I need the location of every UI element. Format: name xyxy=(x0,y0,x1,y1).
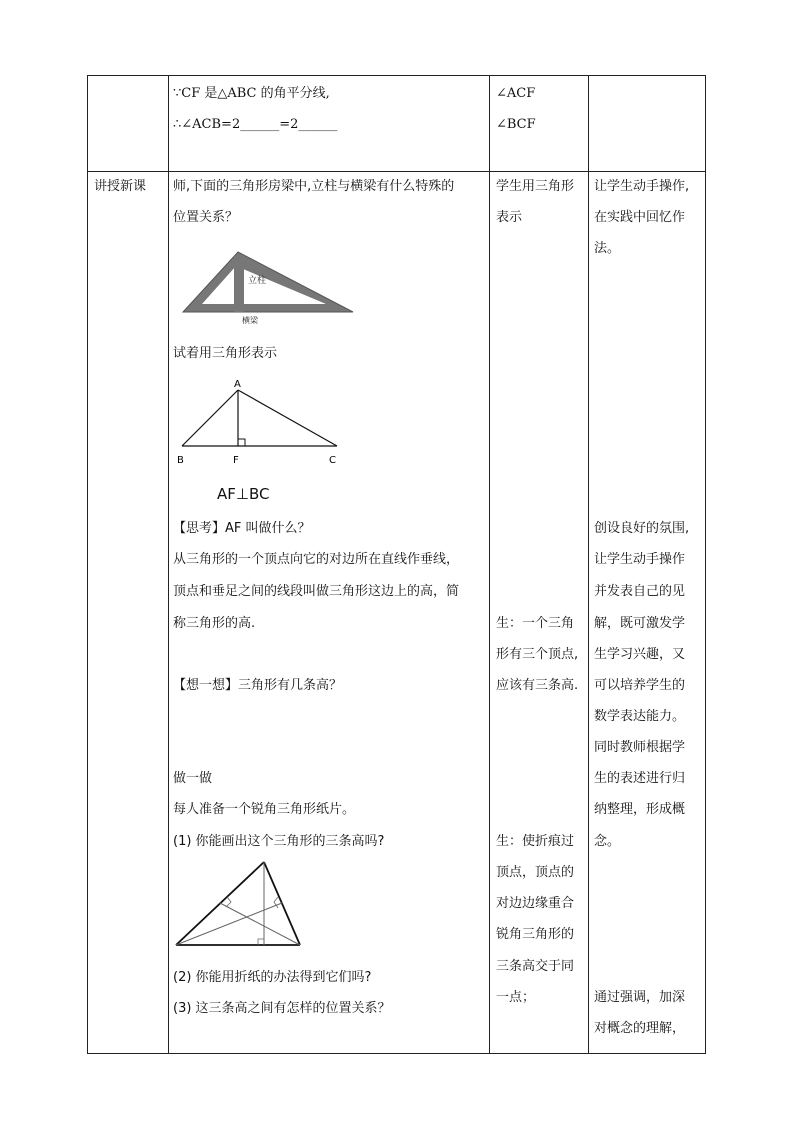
teacher-wonder: 【想一想】三角形有几条高？ xyxy=(173,678,343,693)
roof-beam-figure xyxy=(178,246,358,326)
teacher-question-3: (3) 这三条高之间有怎样的位置关系？ xyxy=(173,1001,391,1016)
design-note-2-line7: 数学表达能力。 xyxy=(594,709,686,724)
student-answer-3-line5: 三条高交于同 xyxy=(496,959,575,974)
design-note-2-line9: 生的表述进行归 xyxy=(594,771,686,786)
student-answer-3-line3: 对边边缘重合 xyxy=(496,896,575,911)
design-note-2-line3: 并发表自己的见 xyxy=(594,584,686,599)
design-note-2-line6: 可以培养学生的 xyxy=(594,678,686,693)
teacher-question-2: (2) 你能用折纸的办法得到它们吗? xyxy=(173,970,372,985)
teacher-do-title: 做一做 xyxy=(173,771,213,786)
student-answer-1-line1: 学生用三角形 xyxy=(496,179,575,194)
beam-crossbar-label: 横梁 xyxy=(242,316,258,325)
acute-triangle-altitudes-figure xyxy=(172,858,307,950)
teacher-def-line1: 从三角形的一个顶点向它的对边所在直线作垂线， xyxy=(173,552,460,567)
student-answer-3-line1: 生：使折痕过 xyxy=(496,834,575,849)
vertex-label-c: C xyxy=(329,455,336,466)
design-note-2-line5: 生学习兴趣，又 xyxy=(594,647,686,662)
column-divider-3 xyxy=(588,76,589,1053)
triangle-abc-figure xyxy=(172,374,352,470)
design-note-2-line8: 同时教师根据学 xyxy=(594,740,686,755)
beam-post-label: 立柱 xyxy=(248,276,267,286)
design-note-2-line2: 让学生动手操作 xyxy=(594,552,686,567)
teacher-intro-line2: 位置关系？ xyxy=(173,210,239,225)
design-note-2-line4: 解，既可激发学 xyxy=(594,616,686,631)
teacher-try-text: 试着用三角形表示 xyxy=(173,346,278,361)
student-answer-2-line3: 应该有三条高. xyxy=(496,678,579,693)
teacher-question-1: (1) 你能画出这个三角形的三条高吗? xyxy=(173,834,385,849)
student-answer-2-line1: 生：一个三角 xyxy=(496,616,575,631)
top-row-content-line1: ∵CF 是△ABC 的角平分线, xyxy=(173,86,330,101)
design-note-1-line2: 在实践中回忆作 xyxy=(594,210,686,225)
design-note-1-line1: 让学生动手操作, xyxy=(594,179,690,194)
teacher-def-line3: 称三角形的高. xyxy=(173,616,256,631)
row-divider xyxy=(88,171,705,172)
vertex-label-b: B xyxy=(177,455,184,466)
column-divider-2 xyxy=(489,76,490,1053)
design-note-2-line11: 念。 xyxy=(594,834,621,849)
vertex-label-a: A xyxy=(234,379,241,390)
perpendicular-statement: AF⊥BC xyxy=(217,485,270,503)
student-answer-3-line4: 锐角三角形的 xyxy=(496,927,575,942)
vertex-label-f: F xyxy=(233,455,239,466)
stage-label: 讲授新课 xyxy=(94,179,147,194)
top-row-content-line2: ∴∠ACB=2______=2______ xyxy=(173,117,338,132)
student-answer-2-line2: 形有三个顶点, xyxy=(496,647,579,662)
design-note-2-line1: 创设良好的氛围, xyxy=(594,521,690,536)
top-row-student-line2: ∠BCF xyxy=(496,117,536,132)
top-row-student-line1: ∠ACF xyxy=(496,86,536,101)
design-note-3-line2: 对概念的理解， xyxy=(594,1021,686,1036)
teacher-def-line2: 顶点和垂足之间的线段叫做三角形这边上的高，简 xyxy=(173,584,460,599)
teacher-intro-line1: 师,下面的三角形房梁中,立柱与横梁有什么特殊的 xyxy=(173,179,455,194)
design-note-3-line1: 通过强调，加深 xyxy=(594,990,686,1005)
design-note-2-line10: 纳整理，形成概 xyxy=(594,802,686,817)
teacher-think: 【思考】AF 叫做什么？ xyxy=(173,521,311,536)
teacher-do-line: 每人准备一个锐角三角形纸片。 xyxy=(173,802,356,817)
column-divider-1 xyxy=(168,76,169,1053)
design-note-1-line3: 法。 xyxy=(594,241,621,256)
student-answer-1-line2: 表示 xyxy=(496,210,523,225)
student-answer-3-line2: 顶点，顶点的 xyxy=(496,865,575,880)
student-answer-3-line6: 一点； xyxy=(496,990,536,1005)
